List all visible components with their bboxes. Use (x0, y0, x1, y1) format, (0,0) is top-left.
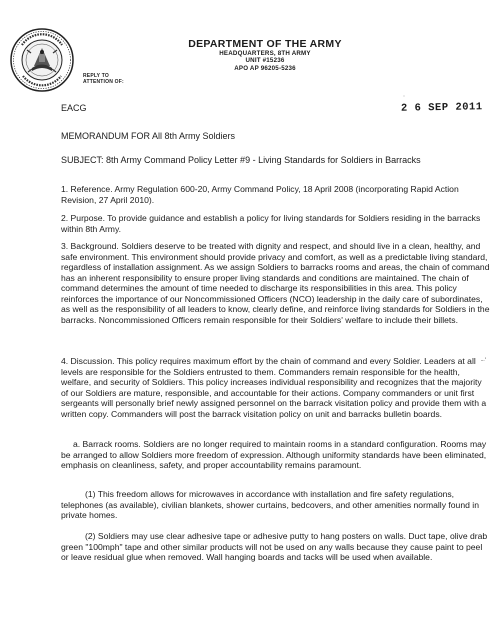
paragraph-barrack-rooms: a. Barrack rooms. Soldiers are no longer required to maintain rooms in a standard configuration. Rooms may be arranged to allow Soldiers more freedom of expression. Although uniformity standards have been eliminated, emphasis on cleanliness, safety, and proper accountability remains paramount. (61, 439, 487, 470)
paragraph-discussion: 4. Discussion. This policy requires maximum effort by the chain of command and every Soldier. Leaders at all levels are responsible for the Soldiers entrusted to them. Commanders remain responsible for the health, welfare, and security of Soldiers. This policy increases individual responsibility and recognizes that the majority of our Soldiers are mature, responsible, and accountable for their actions. Company commanders or unit first sergeants will personally brief newly assigned personnel on the barrack visitation policy and provide them with a written copy. Commanders will post the barrack visitation policy on unit and barracks bulletin boards. (61, 356, 487, 419)
date-stamp-tick-mark: ˈ (403, 96, 405, 102)
paragraph-reference: 1. Reference. Army Regulation 600-20, Army Command Policy, 18 April 2008 (incorporating Rapid Action Revision, 27 April 2010). (61, 184, 459, 205)
department-name: DEPARTMENT OF THE ARMY (188, 38, 342, 50)
apo-line: APO AP 96205-5236 (234, 64, 296, 72)
margin-mark: -·' (481, 358, 487, 364)
paragraph-purpose: 2. Purpose. To provide guidance and establish a policy for living standards for Soldiers residing in the barracks within 8th Army. (61, 213, 481, 234)
reply-to-line-1: REPLY TO (83, 73, 109, 79)
reply-to-line-2: ATTENTION OF: (83, 79, 124, 85)
paragraph-adhesive-tape: (2) Soldiers may use clear adhesive tape or adhesive putty to hang posters on walls. Duct tape, olive drab green "100mph" tape and other similar products will not be used on any walls because they cause paint to peel or leave residual glue when removed. Wall hanging boards and tacks will be used when available. (61, 531, 488, 562)
letterhead (140, 38, 390, 72)
department-of-the-army-seal-icon (10, 28, 74, 92)
headquarters-line: HEADQUARTERS, 8TH ARMY (219, 50, 311, 57)
office-symbol: EACG (61, 103, 87, 113)
paragraph-microwaves: (1) This freedom allows for microwaves in accordance with installation and fire safety regulations, telephones (as available), civilian blankets, shower curtains, bedcovers, and other amenities normally found in private homes. (61, 489, 479, 520)
paragraph-background: 3. Background. Soldiers deserve to be treated with dignity and respect, and should live in a clean, healthy, and safe environment. This environment should provide privacy and comfort, as well as a predictable living standard, regardless of installation assignment. As we assign Soldiers to barracks rooms and areas, the chain of command has an inherent responsibility to ensure proper living standards and conditions are maintained. The chain of command determines the amount of time needed to discharge its responsibilities in this area. This policy reinforces the importance of our Noncommissioned Officers (NCO) leadership in the daily care of subordinates, as well as the responsibility of all leaders to know, clearly define, and reinforce living standards for Soldiers in the barracks. Noncommissioned Officers remain responsible for their Soldiers' welfare to include their billets. (61, 241, 490, 325)
unit-line: UNIT #15236 (245, 57, 285, 65)
subject-line: SUBJECT: 8th Army Command Policy Letter #9 - Living Standards for Soldiers in Barracks (61, 155, 421, 165)
memorandum-for-line: MEMORANDUM FOR All 8th Army Soldiers (61, 131, 236, 141)
reply-to-label (83, 73, 124, 85)
date-stamp: 2 6 SEP 2011 (400, 101, 483, 115)
